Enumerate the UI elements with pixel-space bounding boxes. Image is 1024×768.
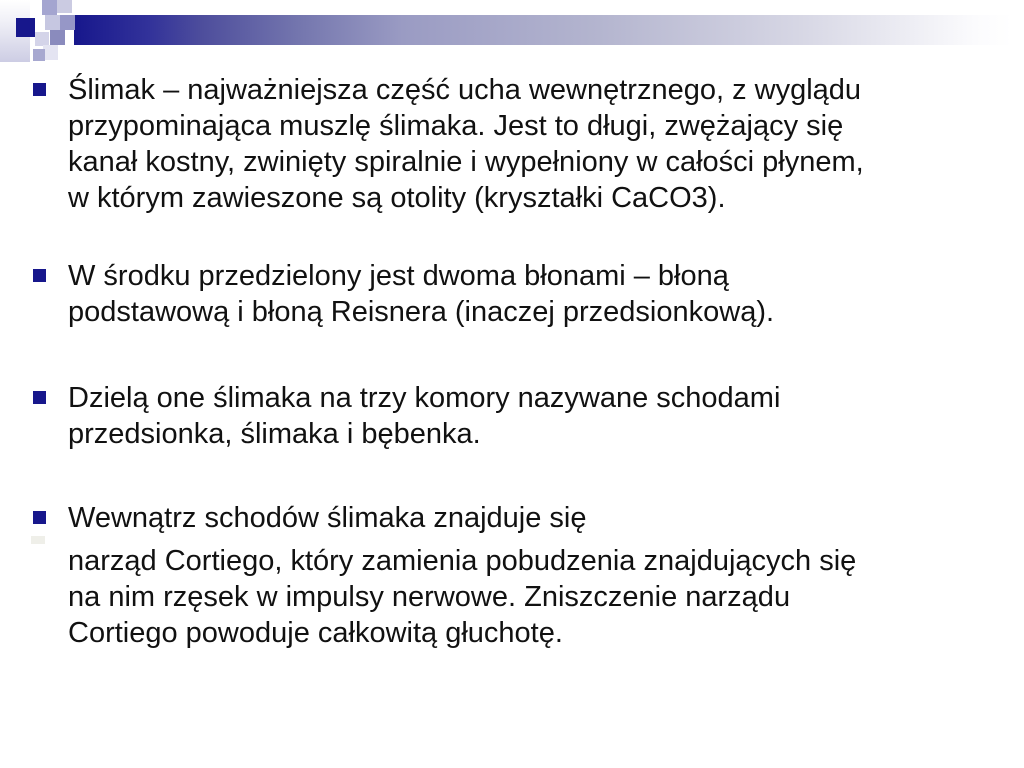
- gradient-bar: [74, 15, 1012, 45]
- text-line: Dzielą one ślimaka na trzy komory nazywane schodami: [68, 382, 781, 414]
- bullet-item-2: [33, 258, 1014, 330]
- continuation-text: [68, 543, 1014, 651]
- bullet-square-icon: [33, 511, 46, 524]
- text-line: W środku przedzielony jest dwoma błonami – błoną: [68, 260, 729, 292]
- text-line: Cortiego powoduje całkowitą głuchotę.: [68, 617, 563, 649]
- bullet-square-icon: [33, 83, 46, 96]
- mosaic-square-icon: [42, 0, 57, 15]
- bullet-item-4-text: [68, 500, 1014, 536]
- text-line: narząd Cortiego, który zamienia pobudzenia znajdujących się: [68, 545, 857, 577]
- continuation-paragraph: [33, 543, 1014, 651]
- mosaic-square-icon: [43, 45, 58, 60]
- bullet-item-1: [33, 72, 1014, 216]
- text-line: przypominająca muszlę ślimaka. Jest to długi, zwężający się: [68, 110, 844, 142]
- text-line: podstawową i błoną Reisnera (inaczej przedsionkową).: [68, 296, 775, 328]
- bullet-item-4: [33, 500, 1014, 536]
- mosaic-square-icon: [50, 30, 65, 45]
- text-line: Ślimak – najważniejsza część ucha wewnętrznego, z wyglądu: [68, 74, 862, 106]
- bullet-item-3: [33, 380, 1014, 452]
- text-line: kanał kostny, zwinięty spiralnie i wypełniony w całości płynem,: [68, 146, 864, 178]
- text-line: Wewnątrz schodów ślimaka znajduje się: [68, 502, 587, 534]
- mosaic-square-icon: [60, 15, 75, 30]
- text-line: przedsionka, ślimaka i bębenka.: [68, 418, 481, 450]
- bullet-item-1-text: [68, 72, 1014, 216]
- mosaic-square-icon: [33, 49, 45, 61]
- bullet-square-icon: [33, 391, 46, 404]
- mosaic-square-icon: [45, 15, 60, 30]
- bullet-square-icon: [33, 269, 46, 282]
- text-line: w którym zawieszone są otolity (kryształki CaCO3).: [68, 182, 726, 214]
- bullet-item-2-text: [68, 258, 1014, 330]
- mosaic-square-dark-icon: [16, 18, 35, 37]
- mosaic-square-icon: [57, 0, 72, 13]
- bullet-item-3-text: [68, 380, 1014, 452]
- text-line: na nim rzęsek w impulsy nerwowe. Zniszczenie narządu: [68, 581, 791, 613]
- mosaic-square-icon: [35, 32, 49, 46]
